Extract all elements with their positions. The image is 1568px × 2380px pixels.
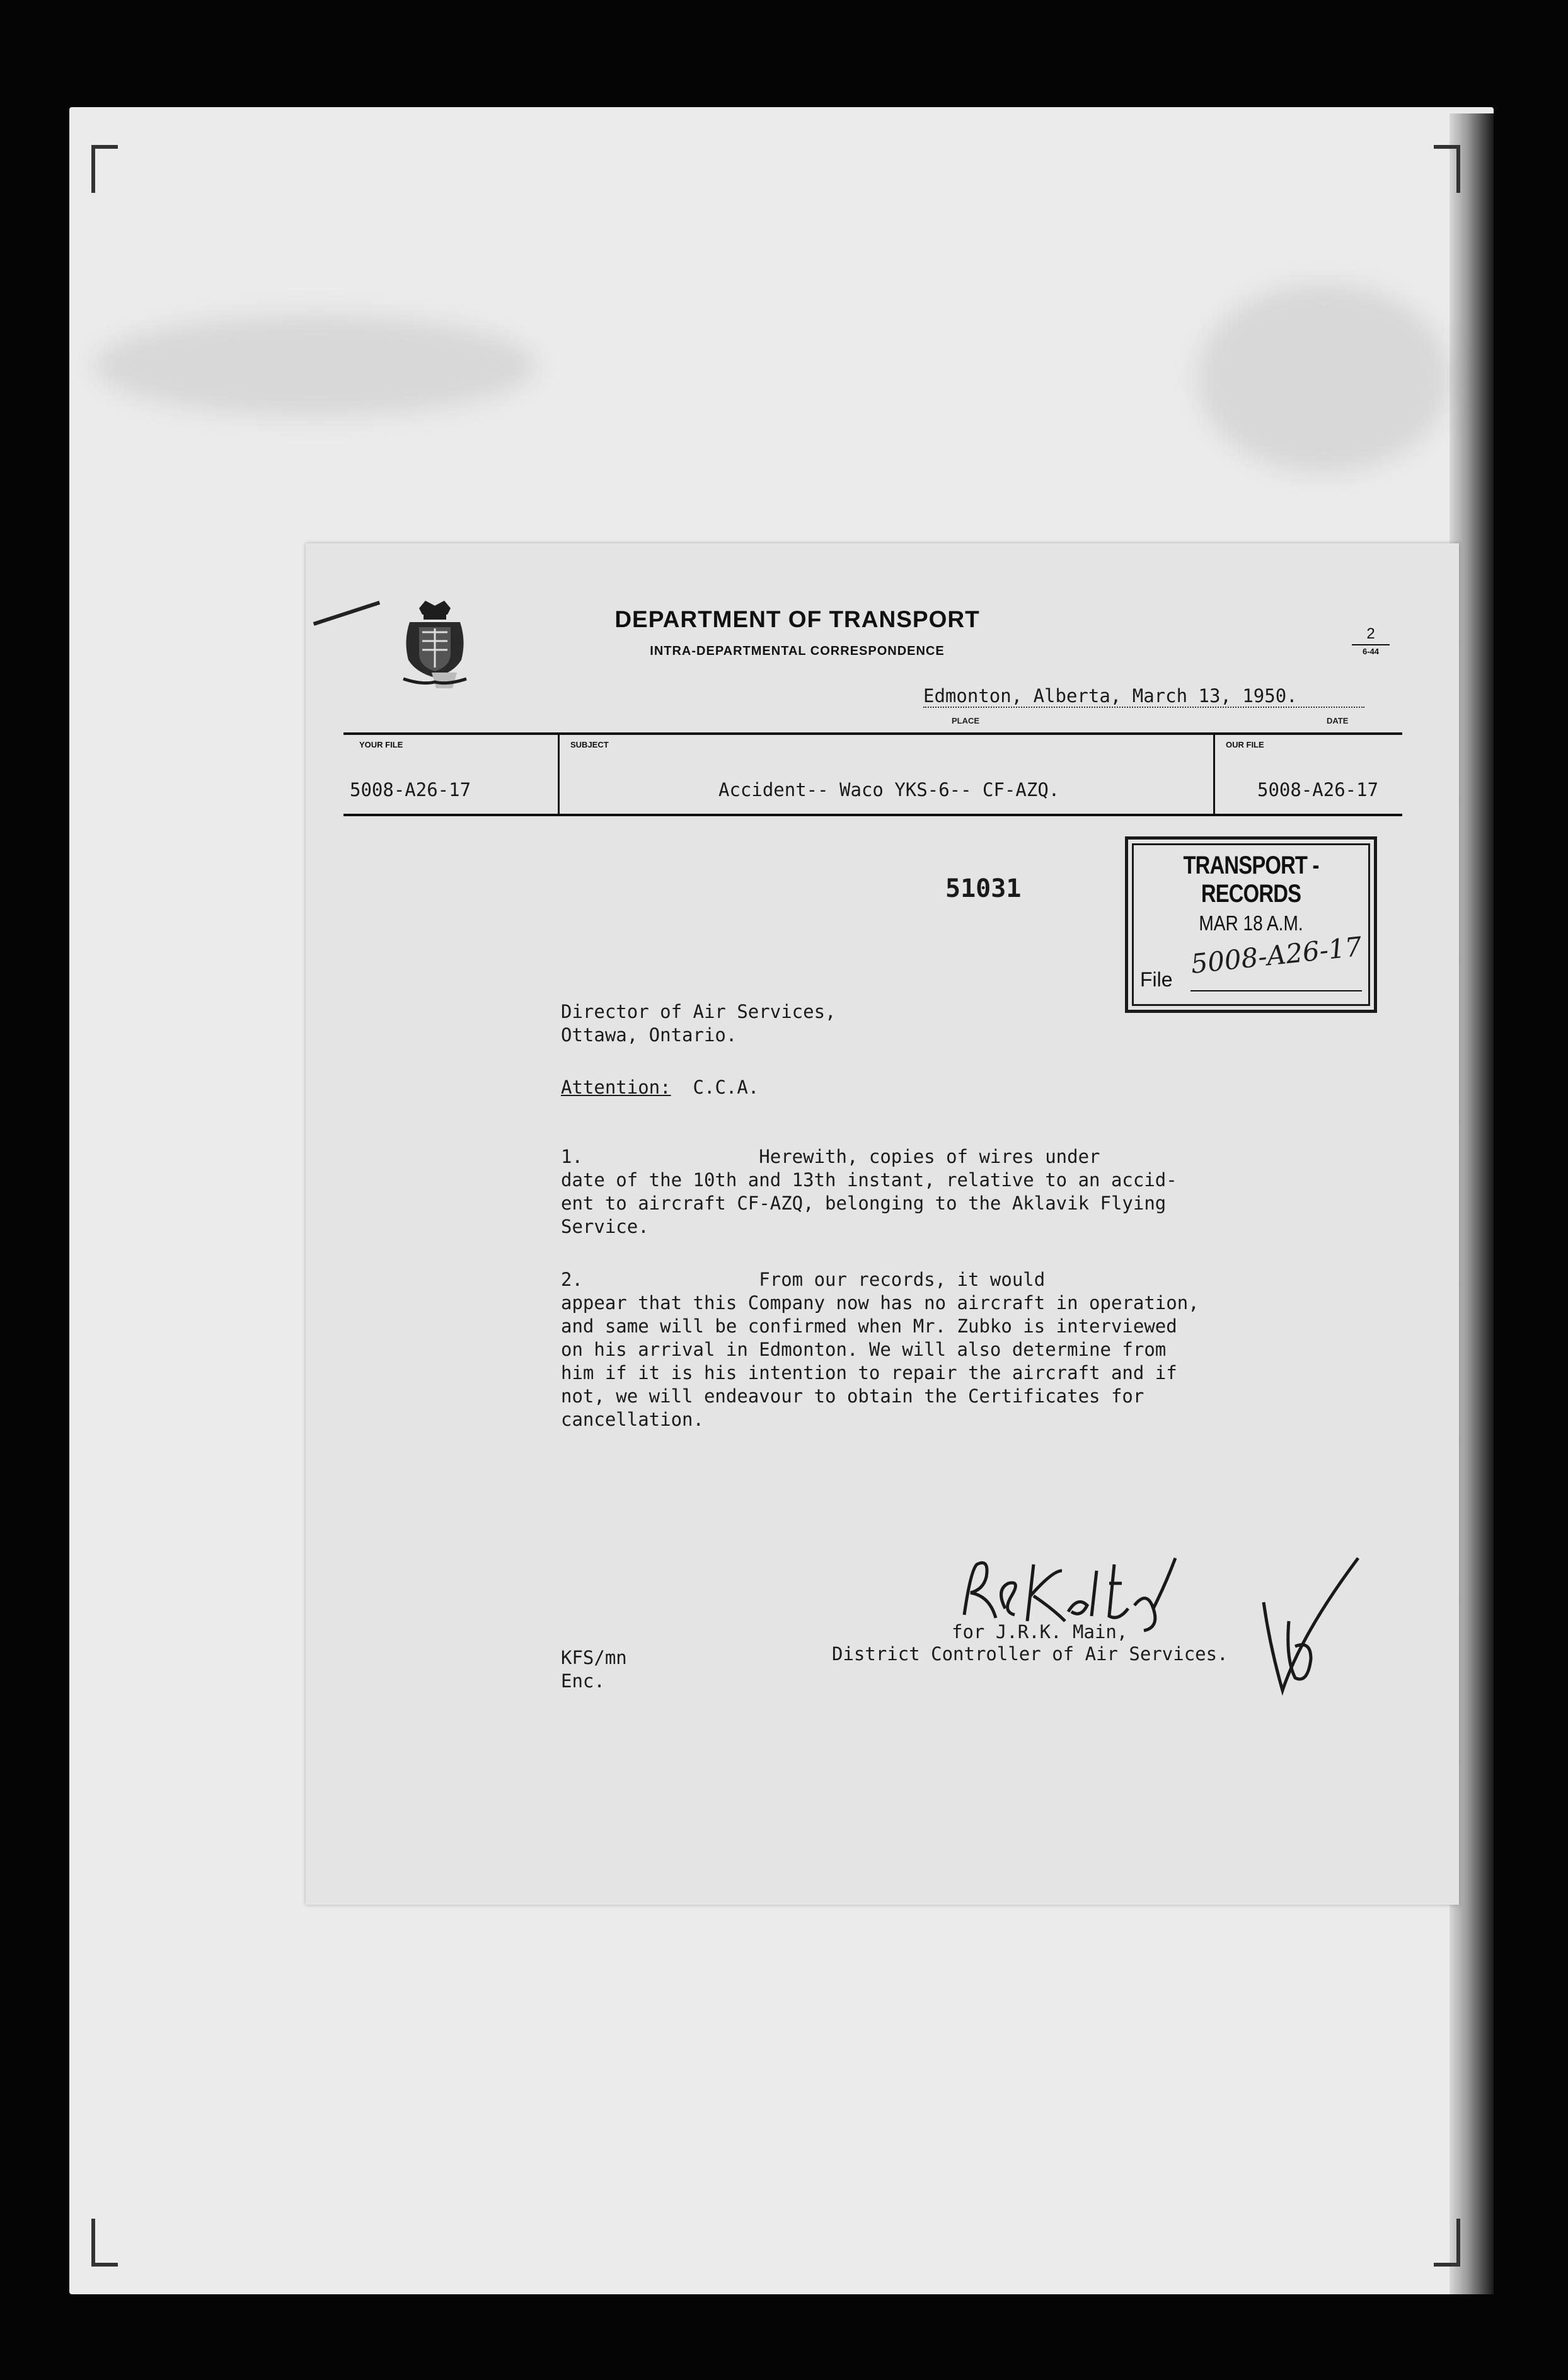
- stamp-file-handwritten: 5008-A26-17: [1189, 930, 1364, 980]
- our-file-label: OUR FILE: [1226, 740, 1264, 749]
- form-number-value: 2: [1366, 625, 1375, 642]
- place-label: PLACE: [952, 716, 980, 725]
- our-file-value: 5008-A26-17: [1257, 779, 1379, 800]
- corner-mark: [91, 2219, 118, 2267]
- place-date: Edmonton, Alberta, March 13, 1950.: [923, 685, 1364, 708]
- smudge: [95, 315, 536, 416]
- record-number: 51031: [945, 874, 1022, 903]
- attention-value: C.C.A.: [693, 1077, 759, 1098]
- department-subtitle: INTRA-DEPARTMENTAL CORRESPONDENCE: [650, 644, 945, 658]
- signature-title: District Controller of Air Services.: [832, 1643, 1228, 1665]
- file-table: [343, 732, 1402, 816]
- date-label: DATE: [1327, 716, 1349, 725]
- paragraph-2: 2. From our records, it would appear that this Company now has no aircraft in operation, and same will be confirmed when Mr. Zubko is interviewed on his arrival in Edmonton. We will also determine from him if it is his intention to repair the aircraft and if not, we will endeavour to obtain the Certificates for cancellation.: [561, 1269, 1199, 1430]
- department-title: DEPARTMENT OF TRANSPORT: [614, 606, 980, 632]
- attention-line: [561, 1076, 759, 1099]
- form-code: 6-44: [1362, 647, 1380, 656]
- stamp-file-line: [1190, 990, 1362, 991]
- corner-mark: [1434, 2219, 1460, 2267]
- corner-mark: [1434, 145, 1460, 193]
- coat-of-arms-icon: [397, 597, 473, 691]
- form-number: [1352, 625, 1390, 656]
- stamp-file-label: File: [1140, 968, 1173, 991]
- stamp-date: MAR 18 A.M.: [1199, 911, 1303, 935]
- paragraph-1: 1. Herewith, copies of wires under date of the 10th and 13th instant, relative to an accid- ent to aircraft CF-AZQ, belonging to the Aklavik Flying Service.: [561, 1146, 1177, 1237]
- subject-value: Accident-- Waco YKS-6-- CF-AZQ.: [718, 779, 1060, 800]
- records-stamp-inner: [1132, 843, 1370, 1006]
- column-divider: [558, 735, 560, 814]
- handwritten-check-mark: [1251, 1545, 1364, 1709]
- records-stamp: [1125, 836, 1377, 1013]
- typist-initials: KFS/mn Enc.: [561, 1647, 627, 1692]
- signature-for-line: for J.R.K. Main,: [952, 1621, 1128, 1643]
- your-file-value: 5008-A26-17: [350, 779, 471, 800]
- corner-mark: [91, 145, 118, 193]
- your-file-label: YOUR FILE: [359, 740, 403, 749]
- smudge: [1197, 284, 1450, 473]
- stamp-title: TRANSPORT - RECORDS: [1183, 852, 1319, 908]
- form-number-rule: [1352, 644, 1390, 645]
- subject-label: SUBJECT: [570, 740, 609, 749]
- pencil-mark: [313, 601, 380, 626]
- column-divider: [1213, 735, 1215, 814]
- handwritten-signature: [952, 1545, 1191, 1634]
- attention-label: Attention:: [561, 1077, 671, 1098]
- letter-sheet: [306, 543, 1459, 1905]
- addressee: Director of Air Services, Ottawa, Ontario.: [561, 1001, 836, 1046]
